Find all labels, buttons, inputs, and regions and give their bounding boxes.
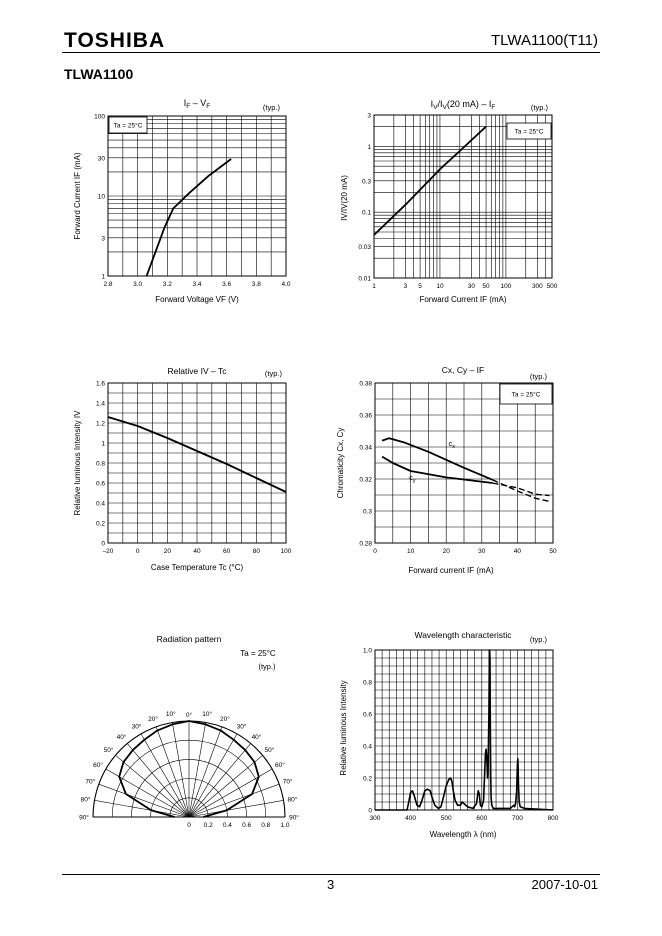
x-tick-label: 80 bbox=[252, 548, 260, 555]
chart-title: Wavelength characteristic bbox=[414, 630, 512, 640]
y-tick-label: 0.38 bbox=[359, 380, 372, 388]
radial-tick-label: 0.8 bbox=[261, 822, 271, 829]
y-axis-label: Relative luminous Intensity bbox=[339, 680, 348, 776]
angle-label-left: 80° bbox=[80, 796, 91, 804]
condition-label: Ta = 25°C bbox=[113, 122, 143, 130]
x-tick-label: 20 bbox=[442, 548, 450, 555]
angle-label-right: 40° bbox=[251, 734, 262, 742]
x-axis-label: Forward current IF (mA) bbox=[408, 566, 494, 575]
angle-label-left: 40° bbox=[116, 734, 127, 742]
footer-rule bbox=[62, 874, 600, 875]
x-tick-label: 600 bbox=[476, 815, 488, 822]
footer-date: 2007-10-01 bbox=[531, 877, 598, 892]
x-tick-label: 300 bbox=[531, 283, 543, 290]
x-axis-label: Forward Voltage VF (V) bbox=[155, 295, 239, 304]
y-tick-label: 0.36 bbox=[359, 412, 372, 420]
x-tick-label: 3.2 bbox=[162, 281, 172, 288]
chart-title: Relative IV – Tc bbox=[167, 366, 227, 376]
y-tick-label: 0.3 bbox=[362, 508, 372, 516]
y-tick-label: 0.3 bbox=[361, 178, 371, 186]
radial-tick-label: 1.0 bbox=[280, 822, 290, 829]
x-tick-label: 500 bbox=[546, 283, 558, 290]
y-tick-label: 0 bbox=[101, 540, 105, 548]
y-tick-label: 0.4 bbox=[362, 743, 372, 751]
angle-label-left: 30° bbox=[131, 723, 142, 731]
y-tick-label: 3 bbox=[101, 235, 105, 243]
typ-label: (typ.) bbox=[262, 103, 280, 112]
condition-label: Ta = 25°C bbox=[514, 128, 544, 136]
y-tick-label: 1.0 bbox=[362, 647, 372, 655]
y-tick-label: 0.2 bbox=[95, 520, 105, 528]
x-tick-label: 20 bbox=[163, 548, 171, 555]
radial-tick-label: 0 bbox=[187, 822, 191, 829]
x-tick-label: 100 bbox=[500, 283, 512, 290]
series-dashed-cx bbox=[493, 480, 550, 502]
typ-label: (typ.) bbox=[529, 635, 547, 644]
page-title: TLWA1100 bbox=[64, 66, 134, 82]
page-number: 3 bbox=[327, 877, 335, 892]
x-tick-label: 50 bbox=[549, 548, 557, 555]
y-tick-label: 1 bbox=[367, 143, 371, 151]
x-tick-label: 3.4 bbox=[192, 281, 202, 288]
y-tick-label: 0.32 bbox=[359, 476, 372, 484]
y-tick-label: 1 bbox=[101, 273, 105, 281]
x-tick-label: 800 bbox=[547, 815, 559, 822]
x-tick-label: 4.0 bbox=[281, 281, 291, 288]
y-tick-label: 10 bbox=[97, 193, 105, 201]
y-axis-label: Relative luminous Intensity IV bbox=[73, 410, 82, 516]
condition-label: Ta = 25°C bbox=[240, 649, 276, 658]
x-tick-label: 40 bbox=[193, 548, 201, 555]
chart-cxcy-if bbox=[336, 365, 557, 575]
radial-tick-label: 0.4 bbox=[222, 822, 232, 829]
y-tick-label: 0.01 bbox=[358, 275, 371, 283]
chart-title: $I_V/I_V(20$ $mA) - I_F$ bbox=[430, 99, 496, 111]
x-tick-label: 30 bbox=[478, 548, 486, 555]
condition-label: Ta = 25°C bbox=[511, 391, 541, 399]
y-tick-label: 0.8 bbox=[95, 460, 105, 468]
series-line-cx bbox=[382, 438, 492, 480]
angle-label-left: 90° bbox=[79, 814, 89, 822]
x-tick-label: 2.8 bbox=[103, 281, 113, 288]
x-tick-label: 60 bbox=[223, 548, 231, 555]
typ-label: (typ.) bbox=[264, 369, 282, 378]
x-tick-label: 1 bbox=[372, 283, 376, 290]
y-tick-label: 0.8 bbox=[362, 679, 372, 687]
y-axis-label: Chromaticity Cx, Cy bbox=[336, 427, 345, 499]
y-tick-label: 0.28 bbox=[359, 540, 372, 548]
angle-label: 0° bbox=[185, 712, 193, 719]
plot-frame bbox=[374, 115, 552, 278]
y-tick-label: 0.03 bbox=[358, 244, 371, 252]
typ-label: (typ.) bbox=[529, 372, 547, 381]
y-tick-label: 0.2 bbox=[362, 775, 372, 783]
x-tick-label: 3.0 bbox=[133, 281, 143, 288]
x-tick-label: 3 bbox=[403, 283, 408, 290]
y-tick-label: 30 bbox=[97, 155, 105, 163]
x-tick-label: 100 bbox=[280, 548, 292, 555]
angle-label-right: 20° bbox=[219, 715, 230, 723]
x-tick-label: 10 bbox=[406, 548, 415, 555]
y-tick-label: 0.1 bbox=[361, 209, 371, 217]
angle-label-left: 60° bbox=[93, 762, 103, 769]
angle-label-left: 70° bbox=[85, 778, 96, 786]
x-tick-label: 500 bbox=[440, 815, 452, 822]
x-tick-label: 3.6 bbox=[222, 281, 232, 288]
angle-label-right: 60° bbox=[275, 762, 285, 769]
if-vf-curve bbox=[147, 159, 232, 276]
y-tick-label: 1.4 bbox=[95, 400, 105, 408]
angle-label-right: 50° bbox=[264, 747, 275, 755]
chart-title: Radiation pattern bbox=[156, 634, 222, 644]
x-tick-label: 50 bbox=[482, 283, 490, 290]
chart-iv-if bbox=[340, 99, 558, 304]
chart-spectrum bbox=[339, 630, 559, 839]
chart-title: Cx, Cy – IF bbox=[441, 365, 485, 375]
x-tick-label: 40 bbox=[513, 548, 522, 555]
y-tick-label: 0.6 bbox=[95, 480, 105, 488]
y-tick-label: 0.4 bbox=[95, 500, 105, 508]
x-tick-label: –20 bbox=[102, 548, 114, 555]
radial-tick-label: 0.6 bbox=[242, 822, 252, 829]
chart-iv-tc bbox=[73, 366, 292, 572]
chart-radiation bbox=[79, 634, 299, 829]
series-label-cy: $c_y$ bbox=[409, 472, 416, 484]
angle-label-right: 30° bbox=[236, 723, 247, 731]
x-tick-label: 3.8 bbox=[251, 281, 261, 288]
y-tick-label: 1 bbox=[101, 440, 105, 448]
y-tick-label: 0 bbox=[368, 807, 372, 815]
x-axis-label: Wavelength λ (nm) bbox=[429, 830, 497, 839]
angle-label-right: 10° bbox=[202, 711, 213, 719]
x-axis-label: Forward Current IF (mA) bbox=[419, 295, 507, 304]
series-label-cx: $c_x$ bbox=[448, 439, 455, 451]
series-dashed-cy bbox=[493, 483, 550, 496]
angle-label-right: 90° bbox=[289, 814, 299, 822]
x-tick-label: 400 bbox=[405, 815, 417, 822]
x-tick-label: 300 bbox=[369, 815, 381, 822]
y-axis-label: IV/IV(20 mA) bbox=[340, 175, 349, 221]
y-tick-label: 1.6 bbox=[95, 380, 105, 388]
radial-tick-label: 0.2 bbox=[203, 822, 213, 829]
chart-title: $I_F - V_F$ bbox=[183, 98, 211, 110]
x-tick-label: 10 bbox=[436, 283, 444, 290]
typ-label: (typ.) bbox=[530, 103, 548, 112]
y-tick-label: 3 bbox=[367, 112, 371, 120]
x-tick-label: 0 bbox=[373, 548, 377, 555]
angle-label-left: 20° bbox=[148, 715, 159, 723]
chart-if-vf bbox=[73, 98, 291, 304]
y-tick-label: 100 bbox=[94, 113, 105, 121]
angle-label-right: 70° bbox=[282, 778, 293, 786]
x-tick-label: 0 bbox=[135, 548, 140, 555]
y-tick-label: 0.6 bbox=[362, 711, 372, 719]
x-axis-label: Case Temperature Tc (°C) bbox=[150, 563, 244, 572]
document-id: TLWA1100(T11) bbox=[491, 32, 598, 49]
angle-label-right: 80° bbox=[287, 796, 298, 804]
angle-label-left: 10° bbox=[165, 711, 176, 719]
x-tick-label: 30 bbox=[467, 283, 476, 290]
brand-logo: TOSHIBA bbox=[64, 29, 166, 52]
y-tick-label: 0.34 bbox=[359, 444, 372, 452]
y-axis-label: Forward Current IF (mA) bbox=[73, 152, 82, 240]
x-tick-label: 5 bbox=[418, 283, 422, 290]
y-tick-label: 1.2 bbox=[95, 420, 105, 428]
typ-label: (typ.) bbox=[258, 662, 276, 671]
x-tick-label: 700 bbox=[511, 815, 523, 822]
angle-label-left: 50° bbox=[103, 747, 114, 755]
